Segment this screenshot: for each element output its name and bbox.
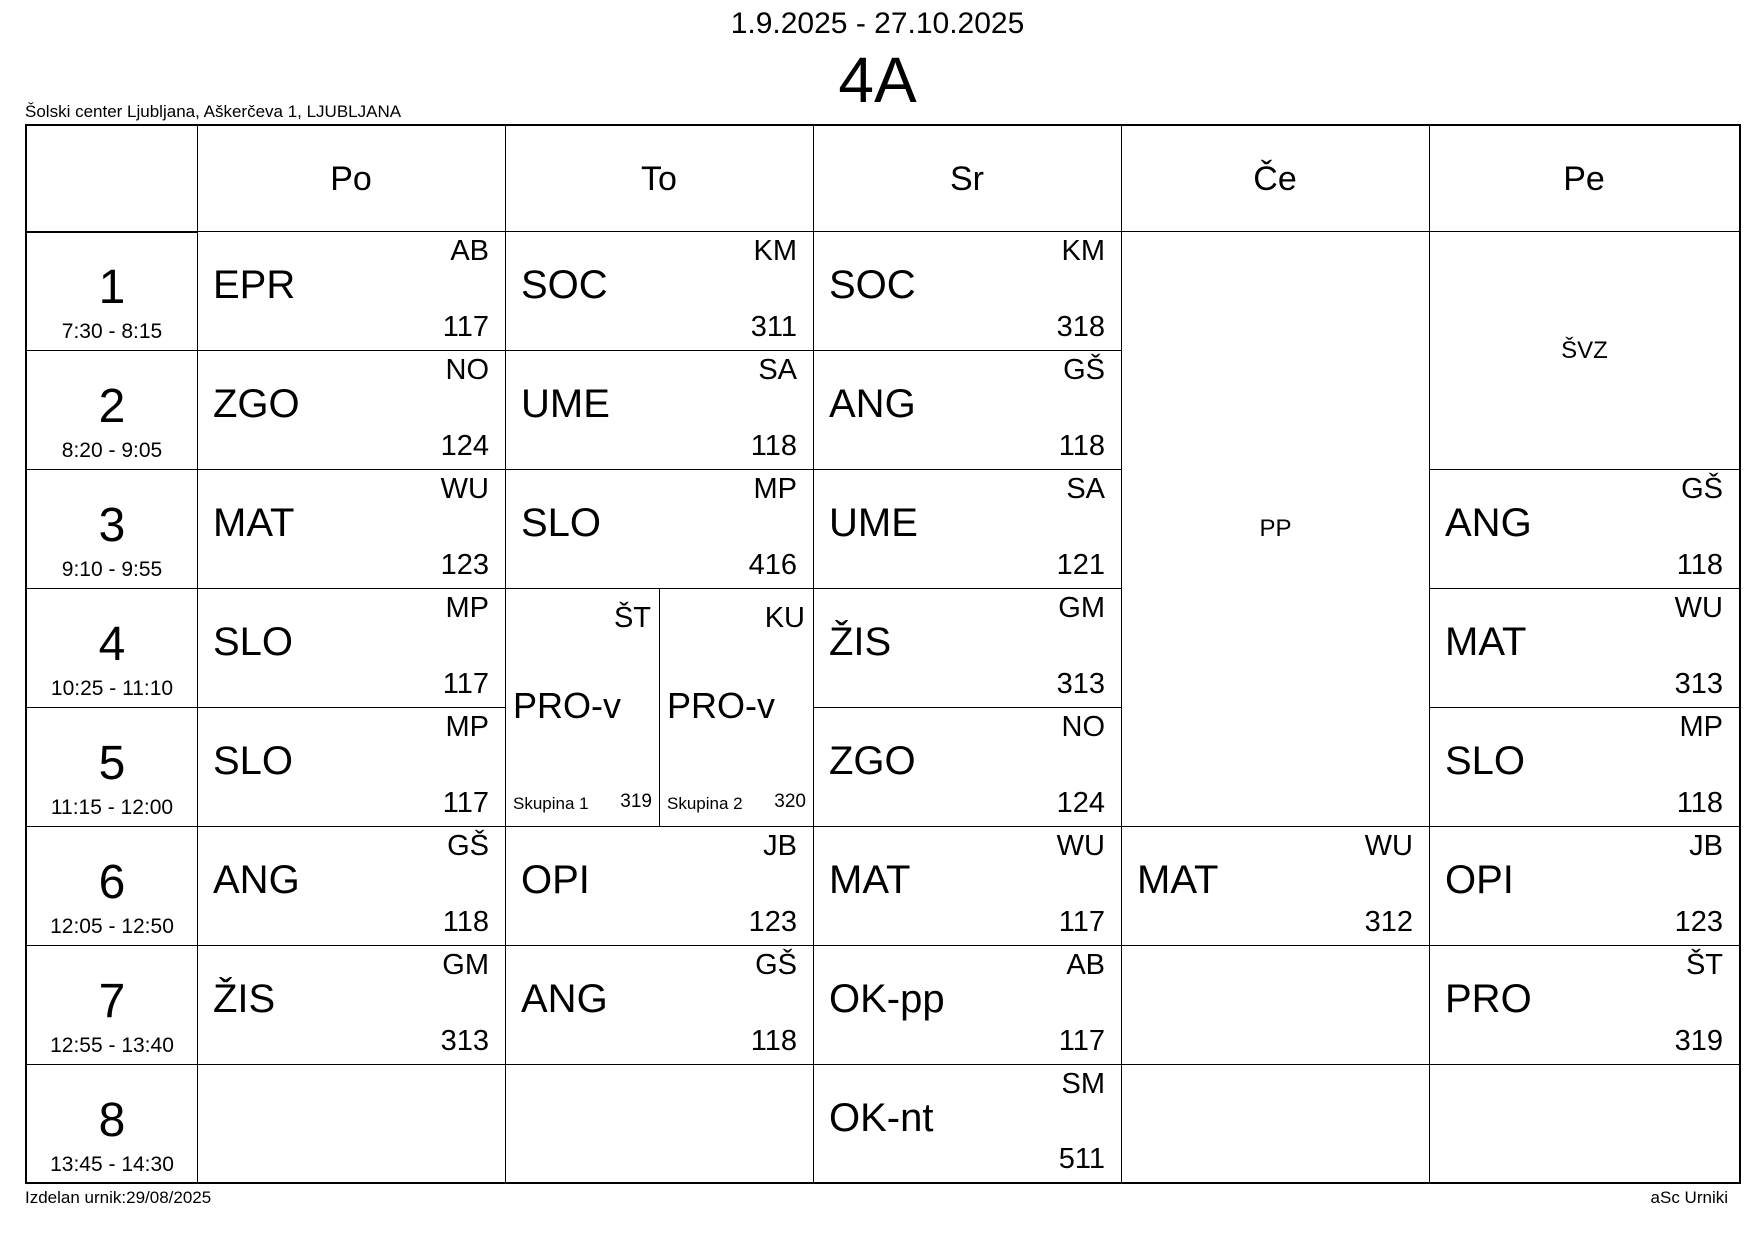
- school-name: Šolski center Ljubljana, Aškerčeva 1, LJUBLJANA: [25, 102, 402, 121]
- lesson-cell[interactable]: [813, 826, 1121, 945]
- day-header-wed: Sr: [950, 159, 984, 198]
- lesson-teacher: MP: [445, 711, 489, 743]
- lesson-room: 117: [1058, 906, 1105, 938]
- lesson-teacher: NO: [445, 354, 489, 386]
- day-header-thu: Če: [1253, 159, 1297, 198]
- period-3: [27, 470, 197, 588]
- lesson-teacher: NO: [1061, 711, 1105, 743]
- lesson-cell[interactable]: [1429, 945, 1739, 1064]
- period-number: 5: [98, 737, 126, 790]
- lesson-subject: OPI: [1445, 858, 1514, 902]
- lesson-teacher: ŠT: [1685, 949, 1723, 981]
- class-title: 4A: [838, 44, 917, 116]
- period-time: 8:20 - 9:05: [61, 439, 163, 462]
- lesson-teacher: KU: [764, 602, 805, 634]
- lesson-cell[interactable]: [197, 945, 505, 1064]
- lesson-subject: EPR: [213, 263, 296, 307]
- lesson-cell[interactable]: [813, 469, 1121, 588]
- lesson-subject: SLO: [1445, 739, 1526, 783]
- lesson-subject: SLO: [521, 501, 602, 545]
- lesson-cell[interactable]: [505, 945, 813, 1064]
- lesson-room: 511: [1058, 1143, 1105, 1175]
- lesson-subject: SOC: [829, 263, 916, 307]
- lesson-subject: ŽIS: [829, 620, 892, 664]
- period-time: 12:55 - 13:40: [50, 1034, 174, 1057]
- lesson-room: 118: [1058, 430, 1105, 462]
- lesson-room: 123: [440, 549, 489, 581]
- lesson-cell[interactable]: [197, 231, 505, 350]
- lesson-room: 311: [750, 311, 797, 343]
- lesson-subject: ANG: [521, 977, 608, 1021]
- lesson-cell[interactable]: [505, 231, 813, 350]
- empty-cell: [1429, 1064, 1739, 1182]
- lesson-teacher: GŠ: [1681, 473, 1723, 505]
- lesson-subject: MAT: [829, 858, 911, 902]
- lesson-subject: ZGO: [829, 739, 916, 783]
- lesson-teacher: ŠT: [613, 602, 651, 634]
- period-2: [27, 351, 197, 469]
- lesson-teacher: KM: [753, 235, 797, 267]
- lesson-teacher: JB: [763, 830, 797, 862]
- lesson-room: 118: [750, 1025, 797, 1057]
- lesson-cell[interactable]: [197, 469, 505, 588]
- period-time: 12:05 - 12:50: [50, 915, 174, 938]
- timetable-grid: [25, 124, 1741, 1184]
- lesson-room: 320: [774, 791, 806, 812]
- lesson-teacher: WU: [1674, 592, 1723, 624]
- period-time: 13:45 - 14:30: [50, 1153, 174, 1176]
- lesson-cell[interactable]: [505, 826, 813, 945]
- block-cell-svz[interactable]: ŠVZ: [1429, 231, 1739, 469]
- lesson-room: 124: [440, 430, 489, 462]
- lesson-cell[interactable]: [505, 469, 813, 588]
- lesson-subject: OK-nt: [829, 1096, 934, 1140]
- lesson-subject: SLO: [213, 620, 294, 664]
- lesson-room: 124: [1056, 787, 1105, 819]
- software-credit: aSc Urniki: [1650, 1188, 1728, 1207]
- lesson-room: 121: [1056, 549, 1105, 581]
- lesson-room: 117: [442, 787, 489, 819]
- lesson-subject: SOC: [521, 263, 608, 307]
- period-number: 8: [98, 1094, 126, 1147]
- empty-cell: [197, 1064, 505, 1182]
- lesson-group: Skupina 2: [667, 794, 743, 813]
- lesson-cell[interactable]: [197, 707, 505, 826]
- lesson-teacher: WU: [1056, 830, 1105, 862]
- group-lesson-cell[interactable]: [505, 588, 659, 826]
- lesson-teacher: MP: [445, 592, 489, 624]
- period-6: [27, 827, 197, 945]
- period-time: 7:30 - 8:15: [61, 320, 163, 343]
- period-7: [27, 946, 197, 1064]
- lesson-room: 117: [442, 668, 489, 700]
- period-number: 1: [98, 261, 126, 314]
- lesson-room: 117: [442, 311, 489, 343]
- period-time: 10:25 - 11:10: [50, 677, 174, 700]
- period-time: 11:15 - 12:00: [50, 796, 174, 819]
- lesson-room: 416: [748, 549, 797, 581]
- lesson-cell[interactable]: [813, 707, 1121, 826]
- lesson-room: 312: [1364, 906, 1413, 938]
- lesson-teacher: GŠ: [1063, 354, 1105, 386]
- lesson-subject: OPI: [521, 858, 590, 902]
- period-8: [27, 1065, 197, 1183]
- day-header-fri: Pe: [1563, 159, 1605, 198]
- lesson-subject: ANG: [829, 382, 916, 426]
- lesson-subject: PRO-v: [513, 685, 621, 726]
- period-4: [27, 589, 197, 707]
- lesson-teacher: GM: [1058, 592, 1105, 624]
- lesson-cell[interactable]: [1429, 469, 1739, 588]
- lesson-cell[interactable]: [197, 588, 505, 707]
- lesson-subject: OK-pp: [829, 977, 945, 1021]
- lesson-cell[interactable]: [813, 588, 1121, 707]
- lesson-room: 313: [1056, 668, 1105, 700]
- group-lesson-cell[interactable]: [659, 588, 813, 826]
- lesson-subject: UME: [829, 501, 918, 545]
- lesson-cell[interactable]: [197, 826, 505, 945]
- lesson-subject: MAT: [213, 501, 295, 545]
- lesson-room: 117: [1058, 1025, 1105, 1057]
- lesson-teacher: SM: [1061, 1068, 1105, 1100]
- lesson-teacher: JB: [1689, 830, 1723, 862]
- lesson-cell[interactable]: [813, 350, 1121, 469]
- created-date: Izdelan urnik:29/08/2025: [25, 1188, 212, 1207]
- period-number: 7: [98, 975, 126, 1028]
- empty-cell: [1121, 1064, 1429, 1182]
- lesson-room: 318: [1056, 311, 1105, 343]
- period-number: 3: [98, 499, 126, 552]
- lesson-room: 118: [750, 430, 797, 462]
- lesson-subject: ANG: [213, 858, 300, 902]
- lesson-subject: UME: [521, 382, 610, 426]
- lesson-room: 313: [1674, 668, 1723, 700]
- lesson-room: 319: [1674, 1025, 1723, 1057]
- lesson-room: 319: [620, 791, 652, 812]
- lesson-room: 313: [440, 1025, 489, 1057]
- lesson-teacher: SA: [758, 354, 797, 386]
- empty-cell: [1121, 945, 1429, 1064]
- date-range: 1.9.2025 - 27.10.2025: [730, 7, 1025, 40]
- lesson-teacher: MP: [1679, 711, 1723, 743]
- period-number: 2: [98, 380, 126, 433]
- lesson-teacher: AB: [450, 235, 489, 267]
- lesson-subject: MAT: [1137, 858, 1219, 902]
- lesson-subject: ŽIS: [213, 977, 276, 1021]
- period-number: 6: [98, 856, 126, 909]
- lesson-teacher: GŠ: [755, 949, 797, 981]
- empty-cell: [505, 1064, 813, 1182]
- period-time: 9:10 - 9:55: [61, 558, 163, 581]
- lesson-cell[interactable]: [197, 350, 505, 469]
- lesson-room: 123: [1674, 906, 1723, 938]
- lesson-cell[interactable]: [813, 1064, 1121, 1182]
- lesson-cell[interactable]: [813, 945, 1121, 1064]
- lesson-room: 118: [442, 906, 489, 938]
- lesson-subject: PRO-v: [667, 685, 775, 726]
- lesson-cell[interactable]: [505, 350, 813, 469]
- lesson-room: 118: [1676, 549, 1723, 581]
- lesson-teacher: SA: [1066, 473, 1105, 505]
- lesson-subject: PRO: [1445, 977, 1532, 1021]
- lesson-teacher: GM: [442, 949, 489, 981]
- lesson-cell[interactable]: [1429, 707, 1739, 826]
- lesson-room: 123: [748, 906, 797, 938]
- lesson-teacher: AB: [1066, 949, 1105, 981]
- lesson-teacher: WU: [1364, 830, 1413, 862]
- lesson-subject: MAT: [1445, 620, 1527, 664]
- lesson-teacher: MP: [753, 473, 797, 505]
- period-number: 4: [98, 618, 126, 671]
- lesson-cell[interactable]: [1429, 588, 1739, 707]
- block-cell-pp[interactable]: PP: [1121, 231, 1429, 826]
- period-1: [27, 232, 197, 350]
- lesson-cell[interactable]: [1121, 826, 1429, 945]
- day-header-tue: To: [641, 159, 677, 198]
- lesson-cell[interactable]: [1429, 826, 1739, 945]
- lesson-subject: ZGO: [213, 382, 300, 426]
- day-header-mon: Po: [330, 159, 372, 198]
- lesson-cell[interactable]: [813, 231, 1121, 350]
- lesson-subject: ANG: [1445, 501, 1532, 545]
- lesson-group: Skupina 1: [513, 794, 589, 813]
- lesson-teacher: GŠ: [447, 830, 489, 862]
- lesson-teacher: KM: [1061, 235, 1105, 267]
- lesson-room: 118: [1676, 787, 1723, 819]
- lesson-subject: SLO: [213, 739, 294, 783]
- lesson-teacher: WU: [440, 473, 489, 505]
- period-5: [27, 708, 197, 826]
